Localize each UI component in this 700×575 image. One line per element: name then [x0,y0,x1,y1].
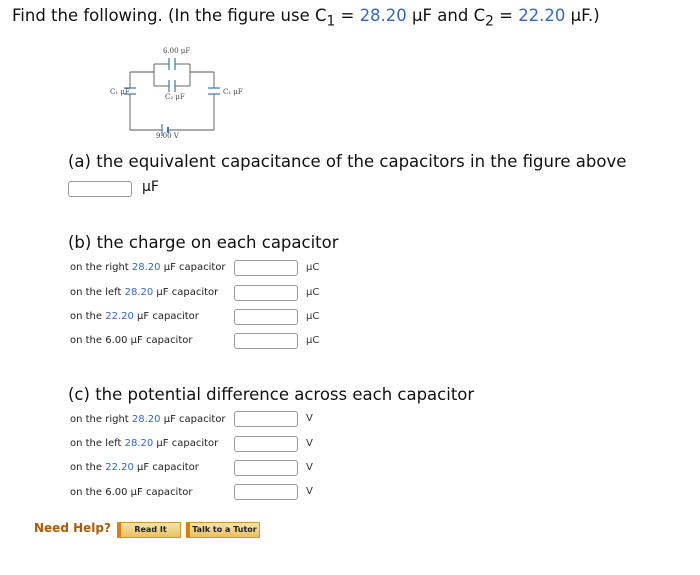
part-b-heading: (b) the charge on each capacitor [68,233,339,252]
voltage-unit-3: V [306,462,313,473]
voltage-input-6uf[interactable] [234,484,298,500]
part-c-heading: (c) the potential difference across each capacitor [68,385,475,404]
voltage-unit-1: V [306,413,313,424]
c2-value: 22.20 [518,6,566,25]
charge-input-left-c1[interactable] [234,285,298,301]
charge-unit-3: μC [306,311,320,322]
equivalent-capacitance-input[interactable] [68,181,132,197]
battery-label: 9.00 V [156,132,179,139]
voltage-unit-2: V [306,438,313,449]
charge-input-c2[interactable] [234,309,298,325]
charge-row-left-c1: on the left 28.20 μF capacitor [70,287,219,298]
voltage-row-right-c1: on the right 28.20 μF capacitor [70,414,226,425]
c1-subscript: 1 [326,13,336,30]
circuit-diagram [110,44,260,139]
problem-statement [12,6,600,29]
c2-equals: = [493,6,519,25]
talk-to-tutor-button[interactable]: Talk to a Tutor [186,522,260,538]
top-cap-label: 6.00 μF [163,47,191,55]
voltage-input-c2[interactable] [234,460,298,476]
charge-row-c2: on the 22.20 μF capacitor [70,311,199,322]
charge-row-6uf: on the 6.00 μF capacitor [70,335,193,346]
voltage-input-left-c1[interactable] [234,436,298,452]
c2-unit-text: μF.) [565,6,600,25]
c1-equals: = [335,6,360,25]
left-cap-label: C₁ μF [110,88,130,96]
voltage-input-right-c1[interactable] [234,411,298,427]
right-cap-label: C₁ μF [223,88,243,96]
read-it-button[interactable]: Read It [117,522,181,538]
c1-value: 28.20 [359,6,407,25]
charge-unit-2: μC [306,287,320,298]
charge-row-right-c1: on the right 28.20 μF capacitor [70,262,226,273]
mid-cap-label: C₂ μF [165,93,185,101]
voltage-row-6uf: on the 6.00 μF capacitor [70,487,193,498]
charge-input-6uf[interactable] [234,333,298,349]
voltage-unit-4: V [306,486,313,497]
part-a-heading: (a) the equivalent capacitance of the capacitors in the figure above [68,152,627,171]
charge-unit-4: μC [306,335,320,346]
c2-subscript: 2 [485,13,494,30]
charge-unit-1: μC [306,262,320,273]
voltage-row-c2: on the 22.20 μF capacitor [70,462,199,473]
problem-text: Find the following. (In the figure use C [12,6,327,25]
c1-unit-text: μF and C [406,6,486,25]
part-a-unit: μF [142,179,159,195]
charge-input-right-c1[interactable] [234,260,298,276]
voltage-row-left-c1: on the left 28.20 μF capacitor [70,438,219,449]
need-help-label: Need Help? [34,521,111,535]
